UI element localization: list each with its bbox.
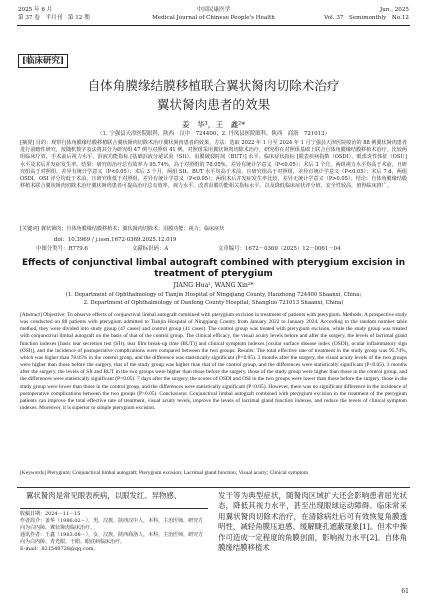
header-journal-cn: 中国民康医学	[196, 7, 231, 13]
article-number: 文章编号：1672－0369（2025）12－0061－04	[218, 246, 341, 252]
footnote-received: 收稿日期：2024－11－15	[20, 511, 81, 517]
header-date-en: Jun., 2025	[379, 7, 409, 13]
footnote-author2: 通讯作者：王鑫（1983.08－），女，汉族，陕西商洛人，本科，主治医师，研究方向为白内障、青光眼、干眼、眼底病临床治疗。	[20, 532, 204, 545]
abstract-end-rule	[17, 487, 410, 488]
title-cn-line1: 自体角膜缘结膜移植联合翼状胬肉切除术治疗	[87, 78, 340, 93]
abstract-cn: [摘要] 目的：观察自体角膜缘结膜移植联合翼状胬肉切除术治疗翼状胬肉患者的效果。方法：选取 2022 年 1 月至 2024 年 1 月宁强县天津医院收治的 88 例翼状胬肉患者进行前瞻性研究，按随机数字表法将其分为研究组 47 例与对照组 41 例。对照组采用翼状胬肉切除术治疗，研究组在对照组基础上联合自体角膜缘结膜移植术治疗。比较两组临床疗效，手术前后视力水平、泪液功能指标 [基础泪液分泌试验（SⅠt）、泪膜破裂时间（BUT）] 水平、临床症状指标 [眼表疾病指数（OSDI）、眼部炎性体征（OSI）] 水平及术后并发症发生率。结果：研究组治疗总有效率为 95.74%，高于对照组的 78.05%，差异有统计学意义（P<0.05）；术后 3 个月，两组视力水平均高于术前，且研究组高于对照组，差异有统计学意义（P<0.05）；术后 3 个月，两组 SⅠt、BUT 水平均高于术前，且研究组高于对照组，差异有统计学意义（P<0.05）；术后 7 d，两组 OSDI、OSI 评分均低于术前，且研究组低于对照组，差异有统计学意义（P<0.05）；两组术后并发症发生率比较，差异无统计学意义（P>0.05）。结论：自体角膜缘结膜移植术联合翼状胬肉切除术治疗翼状胬肉患者可提高治疗总有效率，视力水平，改善泪膜功能相关指标水平，以及降低临床症状评分值，安全性较高，值得临床推广。	[20, 140, 407, 190]
header-date-cn: 2025 年 6 月	[18, 7, 53, 13]
clc-number: 中图分类号：R779.6	[36, 246, 88, 252]
section-tag: [临床研究]	[18, 54, 68, 68]
header-journal-en: Medical Journal of Chinese People's Health	[152, 15, 275, 21]
body-right-column: 发干等为典型症状，随胬肉区域扩大还会影响患者屈光状态，降低其视力水平，甚至出现眼球运动障碍。临床常采用翼状胬肉切除术治疗，在清除病灶后可有效恢复角膜透明性，减轻角膜压迫感、缓解睫孔遮蔽现象[1]。但术中操作可造成一定程度的角膜创面，影响视力水平[2]。自体角膜缘结膜移植术	[218, 491, 407, 553]
title-en: Effects of conjunctival limbal autograft combined with pterygium excision in treatment of pterygium	[21, 258, 406, 279]
abstract-en: [Abstract] Objective: To observe effects of conjunctival limbal autograft combined with pterygium excision in treatment of patients with pterygium. Methods: A prospective study was conducted on 88 patients with pterygium admitted to Tianjin Hospital of Ningqiang County from January 2022 to January 2024. According to the random number table method, they were divided into study group (47 cases) and control group (41 cases). The control group was treated with pterygium excision, while the study group was treated with conjunctival limbal autograft on the basis of that of the control group. The clinical efficacy, the visual acuity levels before and after the surgery, the levels of lacrimal gland function indexes [basic tear secretion test (SⅠt), tear film break-up time (BUT)] and clinical symptom indexes [ocular surface disease index (OSDI), ocular inflammatory sign (OSI)], and the incidence of postoperative complications were compared between the two groups. Results: The total effective rate of treatment in the study group was 95.74%, which was higher than 78.05% in the control group, and the difference was statistically significant (P<0.05). 3 months after the surgery, the visual acuity levels of the two groups were higher than those before the surgery, that of the study group was higher than that of the control group, and the differences were statistically significant (P<0.05). 3 months after the surgery, the levels of SⅠt and BUT in the two groups were higher than those before the surgery, those of the study group were higher than those in the control group, and the differences were statistically significant (P<0.05). 7 days after the surgery, the scores of OSDI and OSI in the two groups were lower than those before the surgery, those in the study group were lower than those in the control group, and the differences were statistically significant (P<0.05). However, there was no significant difference in the incidence of postoperative complications between the two groups (P>0.05). Conclusions: Conjunctival limbal autograft combined with pterygium excision in the treatment of the pterygium patients can improve the total effective rate of treatment, visual acuity levels, improve the levels of lacrimal gland function indexes, and reduce the levels of clinical symptom indexes. Moreover, it is superior to simple pterygium excision.	[20, 312, 407, 412]
header-issue-en: Vol. 37 Semimonthly No.12	[324, 15, 409, 21]
footnote-rule	[20, 508, 208, 509]
footnote-author1: 作者简介：姜华（1986.02－），男，汉族，陕西汉中人，本科，主治医师，研究方向为白内障、翼状胬肉临床治疗。	[20, 518, 204, 531]
footnote-email: E-mail：821548728@qq.com。	[20, 546, 99, 552]
keywords-cn: [关键词] 翼状胬肉；自体角膜缘结膜移植术；翼状胬肉切除术；泪膜功能；视力；临床症状	[20, 226, 225, 232]
affiliation-cn: （1. 宁强县天津医院眼科，陕西 汉中 724400；2. 丹凤县医院眼科，陕西 商洛 721013）	[97, 131, 330, 137]
header-rule	[17, 25, 410, 26]
authors-en: JIANG Hua¹, WANG Xin²*	[173, 282, 254, 289]
affiliation-en-2: 2. Department of Ophthalmology of Danfeng County Hospital, Shangluo 721013 Shaanxi, China)	[83, 300, 344, 306]
body-left-column: 翼状胬肉是常见眼表疾病，以眼发红、异物感、	[26, 491, 182, 500]
authors-cn: 姜 华¹，王 鑫²*	[181, 120, 246, 129]
affiliation-en-1: (1. Department of Ophthalmology of Tianjin Hospital of Ningqiang County, Hanzhong 724400 Shaanxi, China;	[65, 292, 362, 298]
title-cn-line2: 翼状胬肉患者的效果	[156, 97, 271, 112]
keywords-en: [Keywords] Pterygium; Conjunctival limbal autograft; Pterygium excision; Lacrimal gland function; Visual acuity; Clinical symptom	[20, 470, 309, 476]
document-code: 文献标识码：A	[132, 246, 169, 252]
doi: doi：10.3969 / j.issn.1672-0369.2025.12.019	[54, 237, 177, 243]
page-number: 61	[401, 588, 409, 595]
header-issue-cn: 第 37 卷 半月刊 第 12 期	[18, 15, 90, 21]
